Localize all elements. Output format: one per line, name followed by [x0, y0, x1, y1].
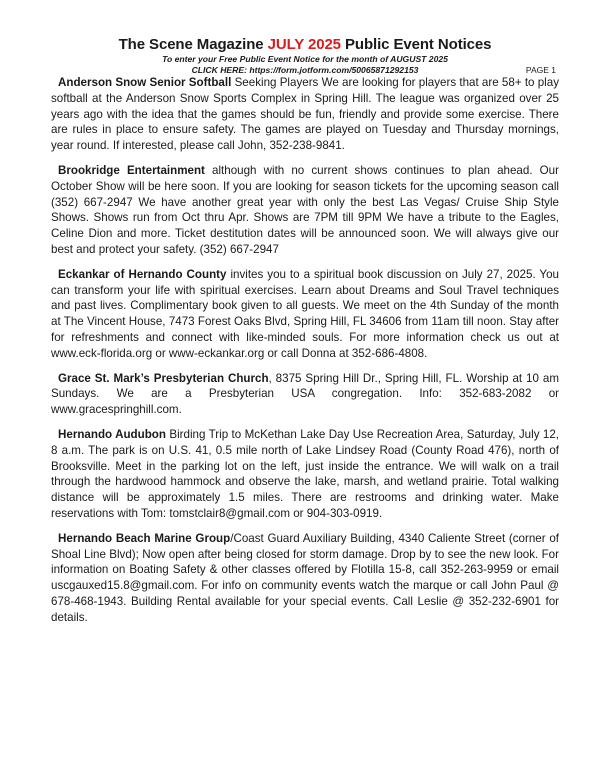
notice-org: Anderson Snow Senior Softball: [58, 76, 232, 89]
notice-item: [51, 427, 559, 522]
notice-text: , 8375 Spring Hill Dr., Spring Hill, FL. Worship at 10 am Sundays. We are a Presbyterian USA congregation. Info: 352-683-2082 or www.gracespringhill.com.: [51, 371, 559, 417]
submission-link-row: [51, 65, 559, 76]
notice-org: Hernando Audubon: [58, 427, 166, 441]
notices-list: [51, 75, 559, 626]
title-prefix: The Scene Magazine: [118, 36, 268, 53]
notice-org: Hernando Beach Marine Group: [58, 531, 231, 545]
notice-page: [51, 36, 559, 635]
notice-org: Grace St. Mark’s Presbyterian Church: [58, 371, 269, 385]
notice-item: [51, 371, 559, 418]
notice-org: Eckankar of Hernando County: [58, 267, 227, 281]
submission-link[interactable]: CLICK HERE: https://form.jotform.com/50065871292153: [191, 64, 419, 75]
title-month: JULY 2025: [267, 36, 341, 53]
page-title: [51, 36, 559, 54]
notice-item: [51, 531, 559, 626]
notice-text: /Coast Guard Auxiliary Building, 4340 Caliente Street (corner of Shoal Line Blvd); Now open after being closed for storm damage. Drop by to see the new look. For information on Boating Safety & other classes offered by Flotilla 15-8, call 352-263-9959 or email uscgauxed15.8@gmail.com. For info on community events watch the marque or call John Paul @ 678-468-1943. Building Rental available for your special events. Call Leslie @ 352-232-6901 for details.: [51, 531, 560, 624]
notice-text: although with no current shows continues to plan ahead. Our October Show will be here soon. If you are looking for season tickets for the upcoming season call (352) 667-2947 We have another great year with only the best Las Vegas/ Cruise Ship Style Shows. Shows run from Oct thru Apr. Shows are 7PM till 9PM We have a tribute to the Eagles, Celine Dion and more. Ticket destitution dates will be announced soon. We will always give our best and protect your safety. (352) 667-2947: [51, 163, 559, 256]
notice-org: Brookridge Entertainment: [58, 163, 205, 177]
notice-text: invites you to a spiritual book discussion on July 27, 2025. You can transform your life with spiritual exercises. Learn about Dreams and Soul Travel techniques and past lives. Complimentary book given to all guests. We meet on the 4th Sunday of the month at The Vincent House, 7473 Forest Oaks Blvd, Spring Hill, FL 34606 from 11am till noon. Stay after for refreshments and connect with like-minded souls. For more information check us out at www.eck-florida.org or www-eckankar.org or call Donna at 352-686-4808.: [51, 267, 559, 360]
notice-item: [51, 267, 559, 362]
notice-item: [51, 163, 559, 258]
notice-text: Birding Trip to McKethan Lake Day Use Recreation Area, Saturday, July 12, 8 a.m. The park is on U.S. 41, 0.5 mile north of Lake Lindsey Road (County Road 476), north of Brooksville. Meet in the parking lot on the left, just inside the entrance. We will walk on a trail through the hardwood hammock and observe the lake, marsh, and wetland prairie. Total walking distance will be approximately 1.5 miles. There are restrooms and drinking water. Make reservations with Tom: tomstclair8@gmail.com or 904-303-0919.: [51, 427, 560, 520]
notice-item: [51, 75, 559, 154]
page-number: PAGE 1: [525, 64, 556, 75]
submission-instructions: To enter your Free Public Event Notice for the month of AUGUST 2025: [162, 54, 448, 64]
title-suffix: Public Event Notices: [340, 36, 492, 53]
notice-text: Seeking Players We are looking for players that are 58+ to play softball at the Anderson Snow Sports Complex in Spring Hill. The league was organized over 25 years ago with the idea that the games should be fun, friendly and provide some exercise. There are rules in place to ensure safety. The games are played on Tuesday and Thursday mornings, year round. If interested, please call John, 352-238-9841.: [51, 76, 559, 153]
